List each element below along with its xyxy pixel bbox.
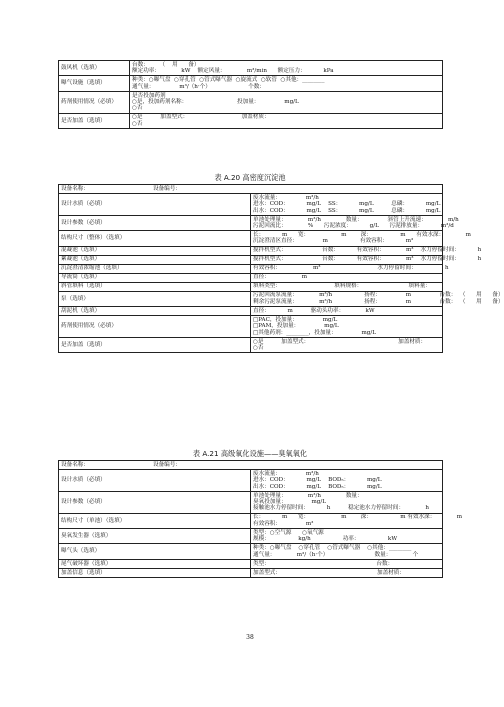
row-line: 废水流量： m³/h — [253, 194, 319, 201]
row-content — [251, 291, 504, 306]
table-row — [59, 194, 443, 216]
row-line: 填料类型： 填料规格： 填料量： — [253, 283, 431, 290]
table-row — [59, 282, 443, 291]
row-label: 设计参数（必填） — [59, 215, 251, 230]
row-content — [251, 264, 449, 273]
row-content — [251, 316, 443, 338]
row-line: 种类：○曝气盘 ○穿孔管 ○管式曝气器 ○其他：________ — [253, 545, 412, 552]
row-label: 结构尺寸（单池）（选填） — [59, 513, 251, 528]
row-content — [251, 255, 482, 264]
row-line: 通气量： m³/（h·个） 个数： — [132, 83, 265, 90]
row-line: ○否 — [132, 105, 143, 112]
row-label: 鼓风机（选填） — [59, 61, 130, 76]
row-line: 单池处理量： m³/h 数量： 斜管上升流速： m/h — [253, 216, 459, 223]
table-a20-high-density-sedimentation — [58, 184, 504, 353]
row-line: ○是 加盖型式： 加盖材质： — [132, 114, 270, 121]
row-line: 沉淀澄清区直径： m 有效容积： m³ — [253, 238, 414, 245]
row-label: 臭氧发生器（选填） — [59, 529, 251, 544]
table-a21-ozone-oxidation — [58, 460, 462, 578]
row-line: 直径： m — [253, 274, 308, 281]
table-caption-a20: 表 A.20 高密度沉淀池 — [214, 173, 286, 182]
row-label: 设计水质（必填） — [59, 194, 251, 216]
table-row — [59, 529, 443, 544]
table-row — [59, 513, 443, 528]
row-line: 加盖型式： 加盖材质： — [253, 569, 405, 576]
row-label: 沉淀澄清浓缩池（选填） — [59, 264, 251, 273]
row-line: 废水流量： m³/h — [253, 470, 319, 477]
row-line: □PAC，投加量： mg/L — [253, 316, 338, 323]
table-row — [59, 291, 443, 306]
row-label: 药剂使用情况（必填） — [59, 91, 130, 113]
row-content — [251, 491, 443, 513]
row-label: 结构尺寸（整体）（选填） — [59, 231, 251, 246]
row-line: 出水：COD： mg/L SS： mg/L 总磷： mg/L — [253, 207, 441, 214]
row-line: 直径： m 驱动头功率： kW — [253, 307, 375, 314]
row-content — [130, 91, 443, 113]
row-content — [251, 215, 459, 230]
table-row — [59, 246, 443, 255]
table-header-row — [59, 461, 443, 470]
row-line: 污泥回流比： % 污泥浓度： g/L 污泥排放量： m³/d — [253, 223, 454, 230]
row-line: 单池处理量： m³/h 数量： — [253, 492, 363, 499]
row-content — [251, 337, 443, 352]
row-content — [251, 194, 443, 216]
row-label: 加盖信息（选填） — [59, 568, 251, 577]
row-label: 是否加盖（选填） — [59, 337, 251, 352]
row-line: 类型： 台数： — [253, 560, 394, 567]
table-row — [59, 568, 443, 577]
row-line: 剩余污泥泵流量： m³/h 扬程： m 台数： （ 用 备） — [253, 298, 504, 305]
row-label: 絮凝池（选填） — [59, 255, 251, 264]
row-label: 设计参数（必填） — [59, 491, 251, 513]
row-content — [130, 61, 443, 76]
row-content — [130, 113, 443, 128]
row-line: 搅拌机型式： 台数： 有效容积： m³ 水力停留时间： h — [253, 256, 482, 263]
row-content — [251, 513, 462, 528]
table-row — [59, 61, 443, 76]
row-label: 是否加盖（选填） — [59, 113, 130, 128]
table-row — [59, 544, 443, 559]
table-row — [59, 470, 443, 492]
row-label: 泵（选填） — [59, 291, 251, 306]
row-line: 有效容积： m³ 水力停留时间： h — [253, 265, 449, 272]
table-row — [59, 113, 443, 128]
row-content — [251, 282, 443, 291]
table-row — [59, 337, 443, 352]
row-line: 有效容积： m³ — [253, 520, 314, 527]
row-line: 污泥回流泵流量： m³/h 扬程： m 台数： （ 用 备） — [253, 292, 504, 299]
row-line: 台数： （ 用 备） — [132, 61, 200, 68]
row-line: □其他药剂：________，投加量： mg/L — [253, 329, 376, 336]
row-content — [251, 529, 443, 544]
table-row — [59, 307, 443, 316]
row-label: 设计水质（必填） — [59, 470, 251, 492]
page-number: 38 — [246, 634, 254, 641]
device-name-field: 设备名称： 设备编号： — [59, 461, 443, 470]
row-line: 额定功率： kW 额定风量： m³/min 额定压力： kPa — [132, 68, 334, 75]
row-line: 规模： kg/h 功率： kW — [253, 536, 398, 543]
row-label: 斜管填料（选填） — [59, 282, 251, 291]
row-line: □PAM，投加量： mg/L — [253, 323, 339, 330]
row-line: 接触池水力停留时间： h 稳定池水力停留时间： h — [253, 505, 429, 512]
row-line: ○否 — [253, 345, 264, 352]
row-content — [251, 470, 443, 492]
row-label: 刮泥机（选填） — [59, 307, 251, 316]
table-header-row — [59, 185, 443, 194]
row-line: 种类：○曝气盘 ○穿孔管 ○管式曝气器 ○旋流式 ○软管 ○其他：________ — [132, 77, 325, 84]
row-line: ○是 加盖型式： 加盖材质： — [253, 338, 427, 345]
row-content — [251, 544, 443, 559]
row-label: 药剂使用情况（必填） — [59, 316, 251, 338]
row-line: ○是，投加药剂名称： 投加量： mg/L — [132, 99, 299, 106]
row-content — [251, 559, 443, 568]
row-line: 搅拌机型式： 台数： 有效容积： m³ 水力停留时间： h — [253, 247, 482, 254]
row-label: 尾气破坏器（选填） — [59, 559, 251, 568]
row-line: 是否投加药剂 — [132, 92, 166, 99]
row-line: ○否 — [132, 120, 143, 127]
row-line: 长： m 宽： m 深： m 有效水深： m — [253, 232, 471, 239]
table-row — [59, 491, 443, 513]
row-content — [251, 231, 471, 246]
table-row — [59, 255, 443, 264]
row-line: 臭氧投加量： mg/L — [253, 499, 326, 506]
row-line: 出水：COD： mg/L BOD₅： mg/L — [253, 483, 382, 490]
row-line: 长： m 宽： m 深： m 有效水深： m — [253, 514, 462, 521]
row-label: 曝气头（选填） — [59, 544, 251, 559]
row-content — [130, 76, 443, 91]
table-row — [59, 76, 443, 91]
row-content — [251, 273, 443, 282]
table-caption-a21: 表 A.21 高级氧化设施——臭氧氧化 — [192, 449, 308, 458]
table-continued — [58, 60, 443, 129]
row-content — [251, 568, 443, 577]
row-label: 导流筒（选填） — [59, 273, 251, 282]
row-line: 通气量： m³/（h·个） 数量： 个 — [253, 551, 419, 558]
device-name-field: 设备名称： 设备编号： — [59, 185, 443, 194]
row-line: 类型：○空气源 ○氧气源 — [253, 529, 324, 536]
row-label: 混凝池（选填） — [59, 246, 251, 255]
table-row — [59, 264, 443, 273]
table-row — [59, 215, 443, 230]
row-content — [251, 246, 482, 255]
row-content — [251, 307, 443, 316]
table-row — [59, 559, 443, 568]
row-line: 进水：COD： mg/L SS： mg/L 总磷： mg/L — [253, 201, 441, 208]
table-row — [59, 273, 443, 282]
table-row — [59, 231, 443, 246]
table-row — [59, 91, 443, 113]
table-row — [59, 316, 443, 338]
row-line: 进水：COD： mg/L BOD₅： mg/L — [253, 477, 382, 484]
row-label: 曝气设施（选填） — [59, 76, 130, 91]
